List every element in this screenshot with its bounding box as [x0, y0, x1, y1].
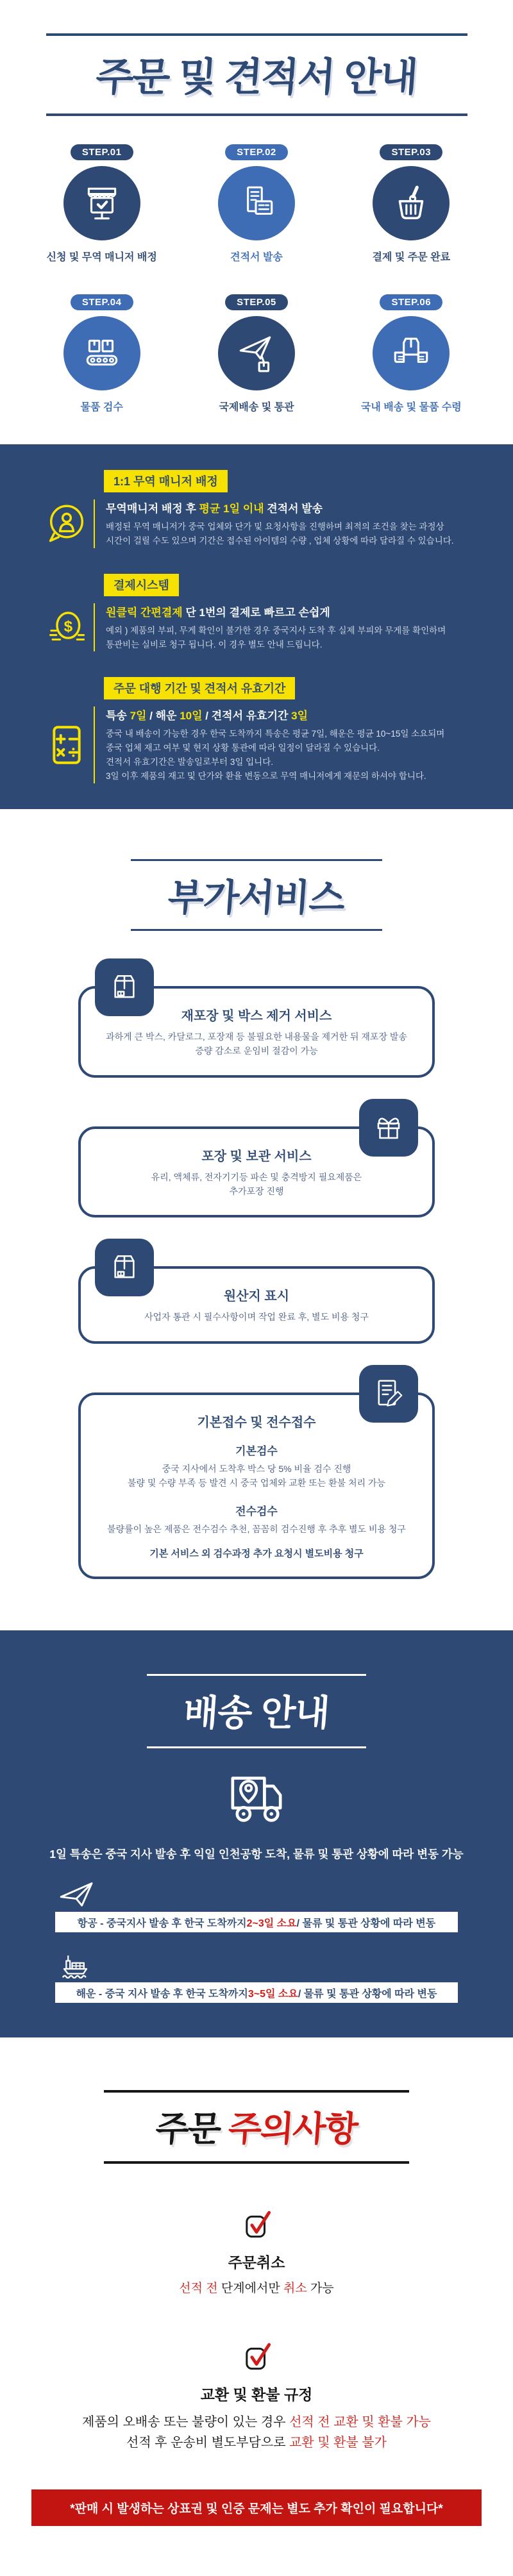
info-paragraph: 배정된 무역 매니저가 중국 업체와 단가 및 요청사항을 진행하며 최적의 조건을 찾는 과정상 시간이 걸릴 수도 있으며 기간은 접수된 아이템의 수량 , 업체 상황에 따라 달라질 수 있습니다.	[106, 522, 454, 546]
card-text: 불량률이 높은 제품은 전수검수 추천, 꼼꼼히 검수진행 후 추후 별도 비용 청구	[107, 1523, 406, 1534]
step-caption: 견적서 발송	[230, 252, 283, 263]
caution-rule-bottom	[104, 2161, 409, 2164]
shipping-bar: 항공 - 중국지사 발송 후 한국 도착까지 2~3일 소요 / 물류 및 통관 상황에 따라 변동	[55, 1912, 458, 1932]
refund-policy	[0, 2339, 513, 2454]
steps-grid	[24, 144, 489, 414]
card-footer-note: 기본 서비스 외 검수과정 추가 요청시 별도비용 청구	[149, 1548, 364, 1559]
info-headline: 특송 7일 / 해운 10일 / 견적서 유효기간 3일	[106, 710, 308, 723]
card-text: 중국 지사에서 도착후 박스 당 5% 비율 검수 진행 불량 및 수량 부족 등 발견 시 중국 업체와 교환 또는 환불 처리 가능	[127, 1463, 386, 1489]
checkbox-check-icon	[0, 2339, 513, 2373]
shopping-basket-icon	[390, 182, 432, 224]
refund-line-1: 제품의 오배송 또는 불량이 있는 경우 선적 전 교환 및 환불 가능	[81, 2415, 432, 2429]
step-6	[334, 294, 489, 414]
service-card-repack	[78, 986, 435, 1078]
step-caption: 결제 및 주문 완료	[372, 252, 451, 263]
card-title: 기본접수 및 전수접수	[197, 1415, 316, 1430]
shipping-rule-top	[147, 1674, 366, 1676]
info-badge: 1:1 무역 매니저 배정	[104, 470, 228, 492]
services-title: 부가서비스	[166, 876, 346, 919]
airplane-package-icon	[235, 332, 278, 374]
shipping-bar: 해운 - 중국 지사 발송 후 한국 도착까지 3~5일 소요 / 물류 및 통관 상황에 따라 변동	[55, 1982, 458, 2003]
gift-box-icon	[359, 1099, 418, 1157]
step-oval	[218, 166, 295, 240]
precautions-section	[0, 2037, 513, 2576]
coin-icon	[40, 604, 94, 651]
step-1	[24, 144, 179, 263]
step-2	[179, 144, 333, 263]
step-badge: STEP.05	[225, 294, 288, 310]
shipping-note: 1일 특송은 중국 지사 발송 후 익일 인천공항 도착, 물류 및 통관 상황에 따라 변동 가능	[49, 1848, 464, 1861]
airplane-icon	[55, 1877, 458, 1908]
services-rule-top	[131, 859, 382, 861]
card-title: 원산지 표시	[223, 1289, 290, 1304]
shipping-row-air	[55, 1877, 458, 1932]
info-badge: 결제시스템	[104, 574, 179, 596]
step-badge: STEP.04	[71, 294, 133, 310]
checkbox-check-icon	[0, 2207, 513, 2241]
shipping-row-sea	[55, 1948, 458, 2003]
cancel-policy	[0, 2207, 513, 2296]
page-title: 주문 및 견적서 안내	[94, 55, 419, 99]
card-title: 포장 및 보관 서비스	[201, 1149, 312, 1164]
cancel-title: 주문취소	[228, 2254, 285, 2271]
card-text: 사업자 통관 시 필수사항이며 작업 완료 후, 별도 비용 청구	[144, 1312, 369, 1323]
order-guide-section	[0, 0, 513, 444]
info-paragraph: 예외 ) 제품의 부피, 무게 확인이 불가한 경우 중국지사 도착 후 실제 부피와 무게를 확인하며 통관비는 실비로 청구 됩니다. 이 경우 별도 안내 드립니다.	[106, 625, 446, 649]
caution-title: 주문 주의사항	[154, 2110, 358, 2148]
shipping-section	[0, 1630, 513, 2037]
svg-text:$: $	[63, 617, 73, 635]
step-caption: 국제배송 및 통관	[219, 402, 294, 413]
caution-rule-top	[104, 2090, 409, 2093]
shipping-rule-bottom	[147, 1746, 366, 1748]
trade-info-section	[0, 444, 513, 809]
step-3	[334, 144, 489, 263]
step-caption: 신청 및 무역 매니저 배정	[46, 252, 157, 263]
shipping-title: 배송 안내	[182, 1693, 331, 1733]
title-rule-top	[46, 33, 467, 36]
refund-lines	[0, 2412, 513, 2454]
step-oval	[63, 316, 140, 390]
step-oval	[218, 316, 295, 390]
info-headline: 무역매니저 배정 후 평균 1일 이내 견적서 발송	[106, 503, 323, 515]
step-oval	[373, 166, 450, 240]
services-rule-bottom	[131, 929, 382, 931]
info-headline: 원클릭 간편결제 단 1번의 결제로 빠르고 손쉽게	[106, 606, 330, 619]
card-text: 유리, 액체류, 전자기기등 파손 및 충격방지 필요제품은 추가포장 진행	[151, 1171, 362, 1197]
truck-pin-icon	[0, 1766, 513, 1828]
storefront-monitor-icon	[81, 182, 123, 224]
extra-services-section	[0, 809, 513, 1630]
conveyor-boxes-icon	[81, 332, 123, 374]
step-badge: STEP.03	[380, 144, 442, 160]
card-text: 과하게 큰 박스, 카달로그, 포장재 등 불필요한 내용물을 제거한 뒤 재포장 발송 증량 감소로 운임비 절감이 가능	[106, 1031, 407, 1057]
step-oval	[373, 316, 450, 390]
step-oval	[63, 166, 140, 240]
refund-line-2: 선적 후 운송비 별도부담으로 교환 및 환불 불가	[126, 2436, 387, 2450]
cancel-line: 선적 전 단계에서만 취소 가능	[179, 2282, 334, 2295]
info-block-payment	[40, 574, 473, 652]
inspection-document-icon	[359, 1365, 418, 1423]
step-caption: 물품 검수	[80, 402, 123, 413]
package-box-icon	[95, 1239, 154, 1296]
info-block-manager	[40, 470, 473, 548]
step-5	[179, 294, 333, 414]
card-subtitle: 전수검수	[235, 1505, 278, 1518]
service-card-inspection	[78, 1393, 435, 1579]
info-badge: 주문 대행 기간 및 견적서 유효기간	[104, 677, 295, 699]
manager-chat-icon	[40, 500, 94, 548]
card-title: 재포장 및 박스 제거 서비스	[181, 1008, 332, 1023]
refund-title: 교환 및 환불 규정	[200, 2386, 313, 2403]
step-4	[24, 294, 179, 414]
package-box-icon	[95, 958, 154, 1016]
service-card-packing	[78, 1126, 435, 1218]
title-rule-bottom	[46, 113, 467, 116]
info-paragraph: 중국 내 배송이 가능한 경우 한국 도착까지 특송은 평균 7일, 해운은 평균 10~15일 소요되며 중국 업체 재고 여부 및 현지 상황 통관에 따라 일정이 달라질 수 있습니다. 견적서 유효기간은 발송일로부터 3일 입니다. 3일 이후 제품의 재고 및 단가와 환율 변동으로 무역 매니저에게 재문의 하셔야 합니다.	[106, 729, 445, 782]
calculator-icon	[40, 721, 94, 769]
service-card-origin	[78, 1266, 435, 1343]
ship-icon	[55, 1948, 458, 1978]
trademark-warning-banner: *판매 시 발생하는 상표권 및 인증 문제는 별도 추가 확인이 필요합니다*	[31, 2489, 482, 2526]
info-block-period	[40, 677, 473, 783]
step-caption: 국내 배송 및 물품 수령	[360, 402, 462, 413]
step-badge: STEP.06	[380, 294, 442, 310]
step-badge: STEP.02	[225, 144, 288, 160]
quote-documents-icon	[235, 182, 278, 224]
card-subtitle: 기본검수	[235, 1444, 278, 1457]
hands-box-icon	[390, 332, 432, 374]
step-badge: STEP.01	[71, 144, 133, 160]
